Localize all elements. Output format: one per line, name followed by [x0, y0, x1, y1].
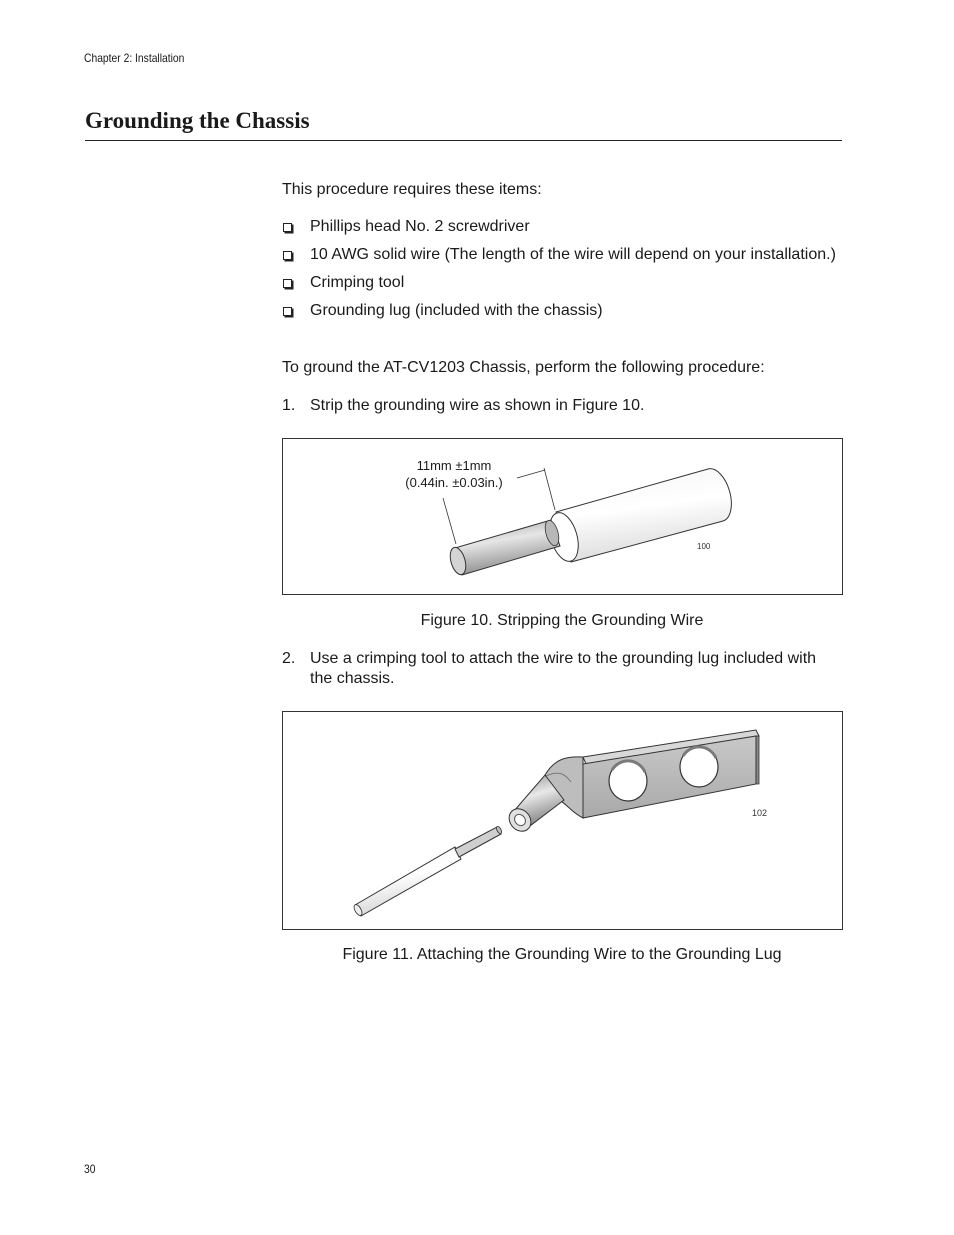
- list-item: Grounding lug (included with the chassis): [282, 301, 842, 321]
- dimension-metric-label: 11mm ±1mm: [416, 458, 492, 473]
- title-rule: [85, 140, 842, 141]
- running-header: Chapter 2: Installation: [84, 51, 185, 65]
- intro-text: This procedure requires these items:: [282, 181, 542, 198]
- checkbox-bullet-icon: [283, 251, 292, 260]
- step-2: [282, 649, 842, 689]
- required-items-list: [282, 217, 842, 329]
- figure-10-caption: Figure 10. Stripping the Grounding Wire: [420, 612, 704, 629]
- artwork-number: 102: [752, 808, 768, 818]
- list-item: 10 AWG solid wire (The length of the wire will depend on your installation.): [282, 245, 842, 265]
- page-title: Grounding the Chassis: [85, 108, 310, 133]
- page-number: 30: [84, 1162, 96, 1176]
- step-1: [282, 396, 842, 416]
- grounding-lug-illustration: [283, 712, 842, 929]
- step-text: Strip the grounding wire as shown in Figure 10.: [310, 397, 645, 414]
- dimension-imperial-label: (0.44in. ±0.03in.): [405, 475, 503, 490]
- figure-11-grounding-lug: [282, 711, 843, 930]
- figure-11-caption: Figure 11. Attaching the Grounding Wire to the Grounding Lug: [342, 946, 782, 963]
- list-item: Crimping tool: [282, 273, 842, 293]
- step-text: Use a crimping tool to attach the wire to the grounding lug included with the chassis.: [310, 650, 817, 687]
- figure-10-stripped-wire: [282, 438, 843, 595]
- checkbox-bullet-icon: [283, 223, 292, 232]
- procedure-lead-text: To ground the AT-CV1203 Chassis, perform the following procedure:: [282, 359, 765, 376]
- stripped-wire-illustration: [283, 439, 842, 594]
- checkbox-bullet-icon: [283, 307, 292, 316]
- checkbox-bullet-icon: [283, 279, 292, 288]
- artwork-number: 100: [697, 542, 711, 551]
- list-item: Phillips head No. 2 screwdriver: [282, 217, 842, 237]
- step-number: 1.: [282, 397, 296, 414]
- step-number: 2.: [282, 650, 296, 667]
